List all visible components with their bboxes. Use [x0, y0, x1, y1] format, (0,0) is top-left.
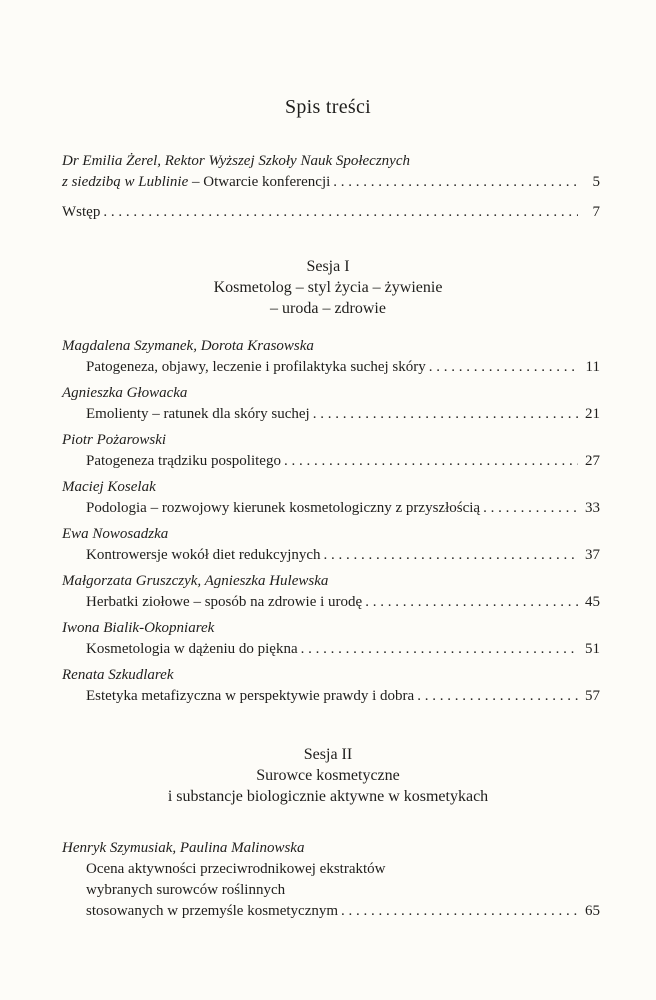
- toc-entry: [62, 838, 600, 922]
- toc-entry-line: [62, 357, 600, 378]
- toc-entry-line: [62, 639, 600, 660]
- dot-leader: [483, 498, 578, 519]
- toc-entry-italic-part: z siedzibą w Lublinie: [62, 174, 189, 190]
- toc-entry-title-line: wybranych surowców roślinnych: [86, 882, 286, 898]
- toc-entry-line: [62, 404, 600, 425]
- toc-entry: [62, 336, 600, 378]
- dot-leader: [333, 172, 578, 193]
- toc-entry-line: [62, 451, 600, 472]
- toc-entry-author: Dr Emilia Żerel, Rektor Wyższej Szkoły Nauk Społecznych: [62, 153, 410, 169]
- toc-entry-title-text: – Otwarcie konferencji: [188, 174, 331, 190]
- toc-entry-title: Herbatki ziołowe – sposób na zdrowie i urodę: [86, 594, 363, 610]
- toc-entry-author: Agnieszka Głowacka: [62, 385, 188, 401]
- page-title: Spis treści: [284, 96, 372, 118]
- toc-entry-title: Emolienty – ratunek dla skóry suchej: [86, 406, 310, 422]
- toc-entry-line: [62, 592, 600, 613]
- dot-leader: [341, 901, 578, 922]
- toc-entry: [62, 524, 600, 566]
- dot-leader: [103, 202, 578, 223]
- page-number: 37: [585, 547, 600, 563]
- toc-entry-title: Kontrowersje wokół diet redukcyjnych: [86, 547, 321, 563]
- toc-entry-line: [62, 498, 600, 519]
- toc-entry-title: Kosmetologia w dążeniu do piękna: [86, 641, 298, 657]
- toc-entry: [62, 430, 600, 472]
- toc-entry-opening: [62, 151, 600, 193]
- toc-entry-line: [62, 901, 600, 922]
- page-number: 33: [585, 500, 600, 516]
- toc-entry-title: Patogeneza, objawy, leczenie i profilaktyka suchej skóry: [86, 359, 426, 375]
- toc-entry: [62, 571, 600, 613]
- page-number: 21: [585, 406, 600, 422]
- toc-entry-title: Patogeneza trądziku pospolitego: [86, 453, 281, 469]
- session-number: Sesja II: [303, 746, 353, 763]
- toc-entry-author: Maciej Koselak: [62, 479, 156, 495]
- session-heading: [0, 256, 656, 319]
- page-number: 51: [585, 641, 600, 657]
- dot-leader: [429, 357, 578, 378]
- toc-entry: [62, 618, 600, 660]
- dot-leader: [301, 639, 578, 660]
- toc-entry-title: Estetyka metafizyczna w perspektywie prawdy i dobra: [86, 688, 415, 704]
- page-number: 45: [585, 594, 600, 610]
- session-heading: [0, 744, 656, 807]
- session-title-line: i substancje biologicznie aktywne w kosmetykach: [167, 788, 489, 805]
- page-number: 7: [592, 204, 600, 220]
- dot-leader: [284, 451, 578, 472]
- page-number: 5: [592, 174, 600, 190]
- toc-entry-author: Magdalena Szymanek, Dorota Krasowska: [62, 338, 314, 354]
- toc-entry-title: Podologia – rozwojowy kierunek kosmetologiczny z przyszłością: [86, 500, 481, 516]
- toc-entry: [62, 477, 600, 519]
- toc-entry: [62, 665, 600, 707]
- toc-entry-title-line: stosowanych w przemyśle kosmetycznym: [86, 903, 339, 919]
- toc-entry-author: Małgorzata Gruszczyk, Agnieszka Hulewska: [62, 573, 329, 589]
- toc-entry-introduction: [62, 202, 600, 223]
- toc-entry-line: [62, 545, 600, 566]
- session-number: Sesja I: [306, 258, 350, 275]
- page-number: 27: [585, 453, 600, 469]
- toc-entry-author: Piotr Pożarowski: [62, 432, 167, 448]
- session-title-line: Kosmetolog – styl życia – żywienie: [213, 279, 443, 296]
- toc-entry-author: Iwona Bialik-Okopniarek: [62, 620, 215, 636]
- toc-entry-title: [62, 172, 330, 193]
- toc-entry-author: Henryk Szymusiak, Paulina Malinowska: [62, 840, 305, 856]
- toc-entry-line: [62, 172, 600, 193]
- toc-entry-title: Wstęp: [62, 204, 101, 220]
- dot-leader: [417, 686, 578, 707]
- dot-leader: [324, 545, 578, 566]
- session-title-line: Surowce kosmetyczne: [256, 767, 400, 784]
- page-number: 65: [585, 903, 600, 919]
- toc-entry: [62, 383, 600, 425]
- toc-entry-line: [62, 686, 600, 707]
- toc-entry-author: Renata Szkudlarek: [62, 667, 174, 683]
- dot-leader: [365, 592, 578, 613]
- page-number: 57: [585, 688, 600, 704]
- toc-entry-line: [62, 202, 600, 223]
- session-title-line: – uroda – zdrowie: [270, 300, 386, 317]
- page-number: 11: [585, 359, 600, 375]
- dot-leader: [313, 404, 578, 425]
- toc-entry-title-line: Ocena aktywności przeciwrodnikowej ekstraktów: [86, 861, 386, 877]
- toc-entry-author: Ewa Nowosadzka: [62, 526, 169, 542]
